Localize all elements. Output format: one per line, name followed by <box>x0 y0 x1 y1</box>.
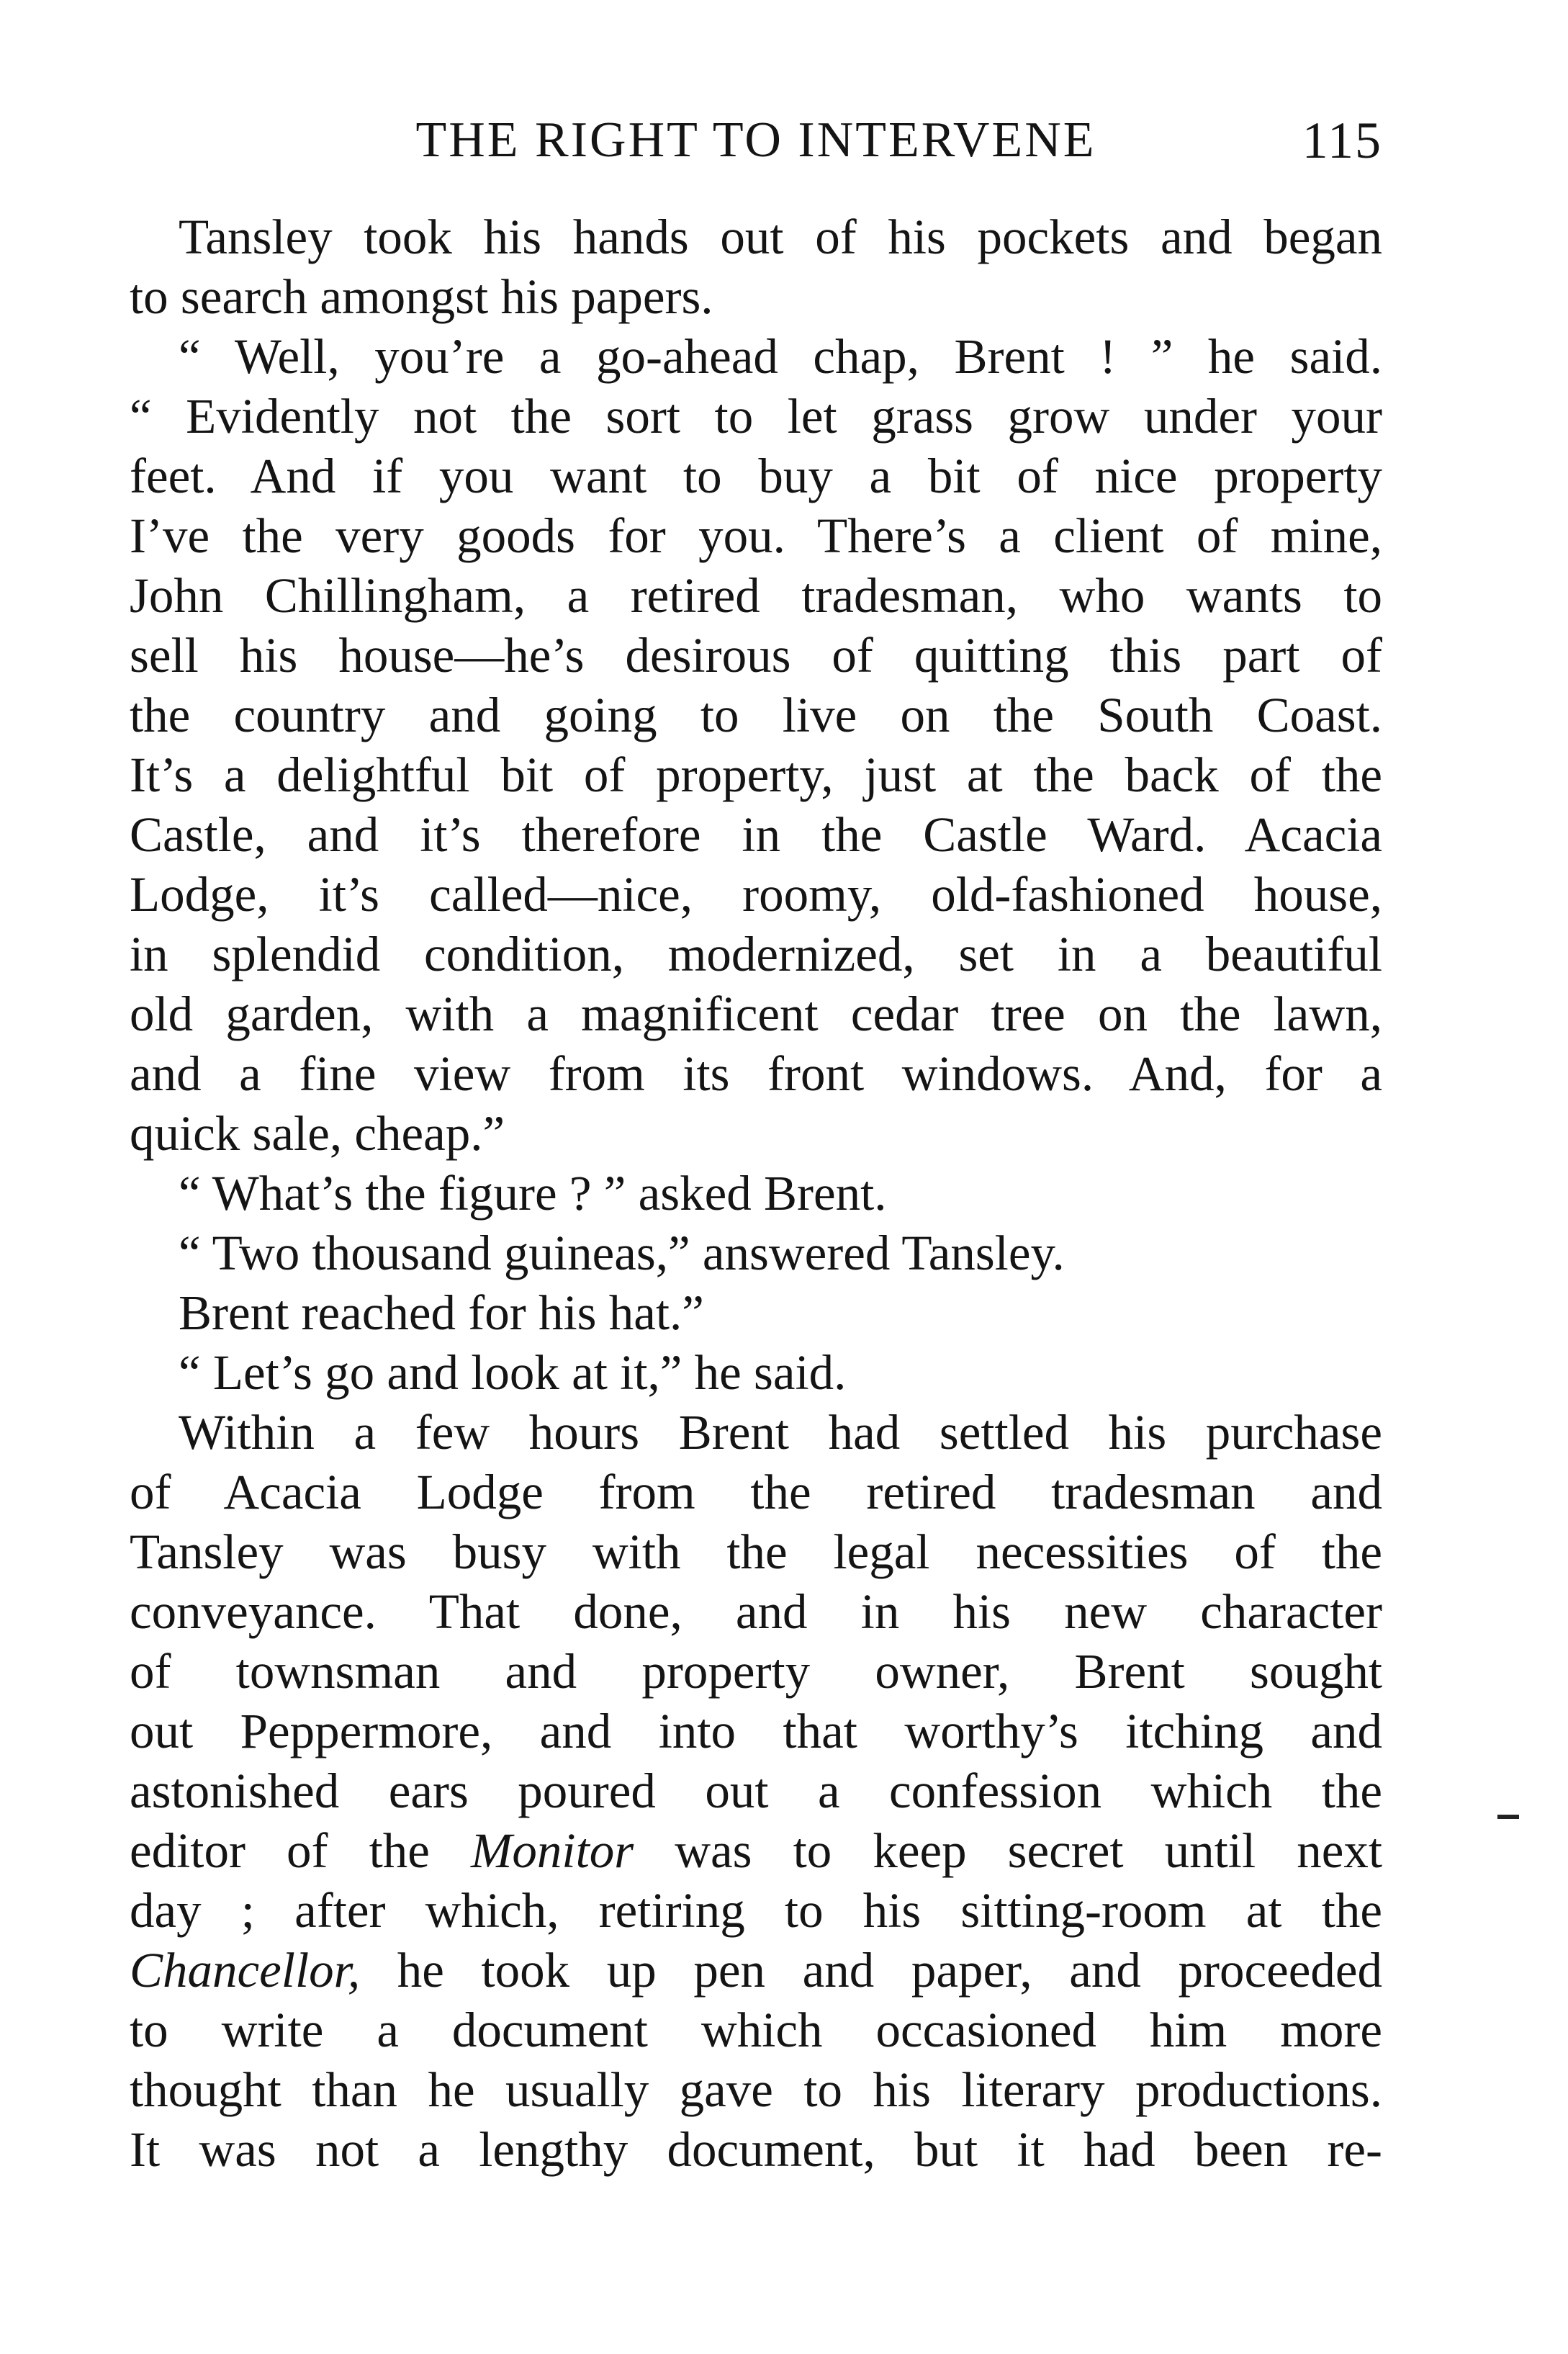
running-header <box>130 108 1382 173</box>
running-title: THE RIGHT TO INTERVENE <box>415 112 1096 168</box>
text-line: to search amongst his papers. <box>130 269 713 324</box>
text-run: was to keep secret until next <box>634 1823 1382 1878</box>
text-line: old garden, with a magnificent cedar tree on the lawn, <box>130 987 1382 1041</box>
margin-dash-mark <box>1497 1815 1519 1819</box>
text-line: day ; after which, retiring to his sitting-room at the <box>130 1883 1382 1938</box>
text-line: astonished ears poured out a confession which the <box>130 1764 1382 1818</box>
text-line: and a fine view from its front windows. And, for a <box>130 1046 1382 1101</box>
text-line: Brent reached for his hat.” <box>179 1285 704 1340</box>
text-line: feet. And if you want to buy a bit of nice property <box>130 449 1382 503</box>
text-line: “ Well, you’re a go-ahead chap, Brent ! ” he said. <box>179 329 1382 384</box>
text-line: sell his house—he’s desirous of quitting this part of <box>130 628 1382 683</box>
text-line: I’ve the very goods for you. There’s a client of mine, <box>130 508 1382 563</box>
text-run: editor of the <box>130 1823 471 1878</box>
text-line <box>130 1821 1382 1881</box>
text-line: out Peppermore, and into that worthy’s itching and <box>130 1704 1382 1758</box>
newspaper-title: Monitor <box>470 1823 634 1878</box>
text-line: conveyance. That done, and in his new character <box>130 1584 1382 1639</box>
text-line: Tansley took his hands out of his pockets and began <box>179 210 1382 264</box>
text-line: to write a document which occasioned him more <box>130 2003 1382 2057</box>
body-text <box>130 207 1382 2180</box>
text-line: Tansley was busy with the legal necessities of the <box>130 1524 1382 1579</box>
text-line: “ What’s the figure ? ” asked Brent. <box>179 1166 887 1221</box>
text-line: Within a few hours Brent had settled his purchase <box>179 1405 1382 1460</box>
text-line: quick sale, cheap.” <box>130 1106 505 1161</box>
text-line: thought than he usually gave to his literary productions. <box>130 2062 1382 2117</box>
text-line: of townsman and property owner, Brent sought <box>130 1644 1382 1699</box>
text-line: the country and going to live on the South Coast. <box>130 688 1382 742</box>
text-line: It was not a lengthy document, but it had been re- <box>130 2122 1382 2177</box>
text-line: of Acacia Lodge from the retired tradesman and <box>130 1465 1382 1519</box>
text-line: It’s a delightful bit of property, just at the back of the <box>130 747 1382 802</box>
text-line: Castle, and it’s therefore in the Castle Ward. Acacia <box>130 807 1382 862</box>
text-line: John Chillingham, a retired tradesman, who wants to <box>130 568 1382 623</box>
hotel-name: Chancellor, <box>130 1943 361 1998</box>
text-run: he took up pen and paper, and proceeded <box>360 1943 1382 1998</box>
page-number: 115 <box>1302 112 1382 169</box>
text-line: “ Evidently not the sort to let grass grow under your <box>130 389 1382 444</box>
text-line: “ Let’s go and look at it,” he said. <box>179 1345 847 1400</box>
text-line: “ Two thousand guineas,” answered Tansley. <box>179 1226 1065 1280</box>
text-line: in splendid condition, modernized, set in a beautiful <box>130 927 1382 981</box>
text-line <box>130 1941 1382 2000</box>
text-line: Lodge, it’s called—nice, roomy, old-fashioned house, <box>130 867 1382 922</box>
